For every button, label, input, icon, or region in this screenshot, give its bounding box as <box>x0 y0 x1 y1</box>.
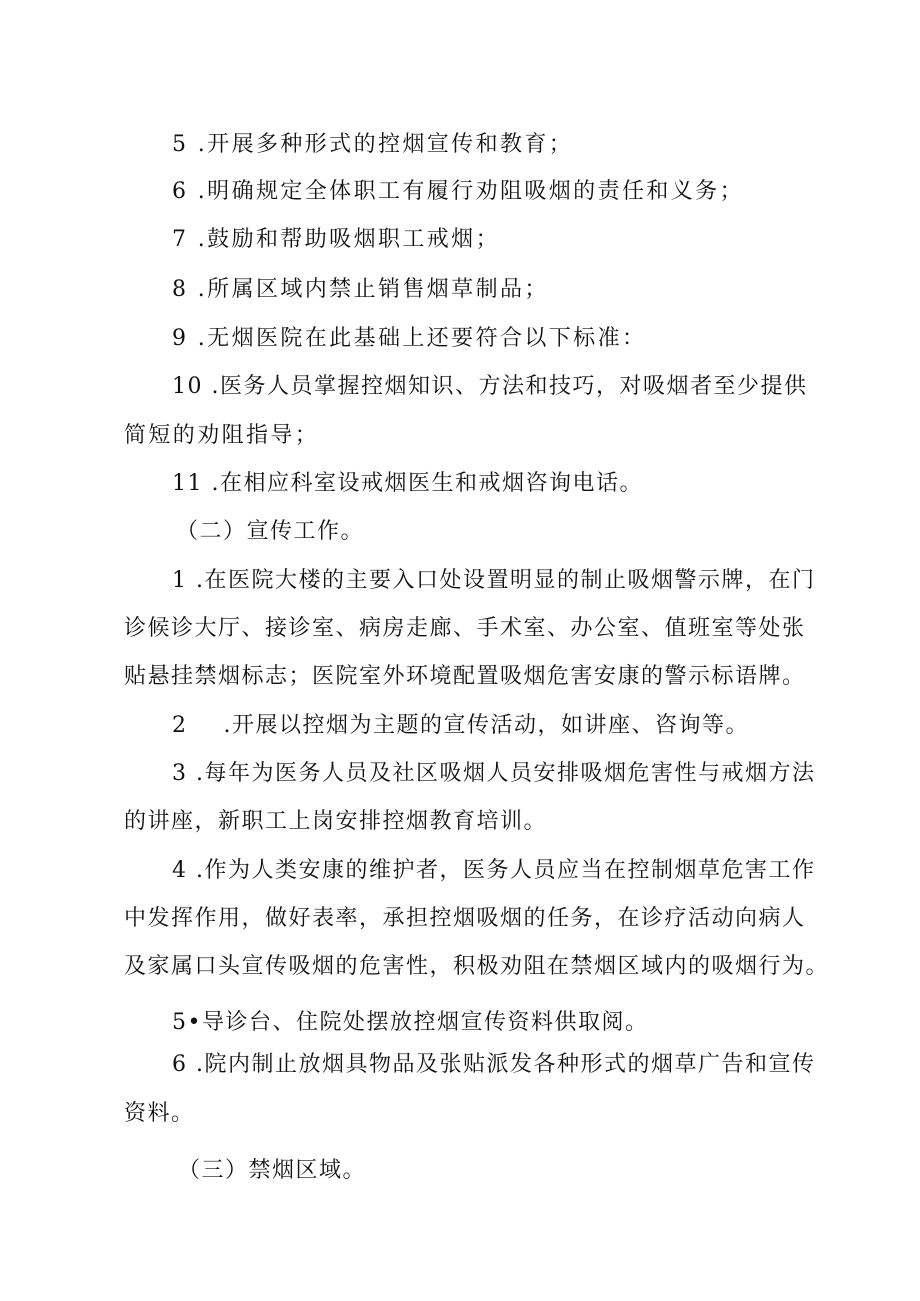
list-item-9: 9 .无烟医院在此基础上还要符合以下标准： <box>172 326 647 351</box>
section-2-heading: （二）宣传工作。 <box>176 519 365 544</box>
section-2-item-1-line2: 诊候诊大厅、接诊室、病房走廊、手术室、办公室、值班室等处张 <box>124 616 806 641</box>
section-2-item-4-line3: 及家属口头宣传吸烟的危害性，积极劝阻在禁烟区域内的吸烟行为。 <box>124 954 830 979</box>
list-item-7: 7 .鼓励和帮助吸烟职工戒烟； <box>172 227 500 252</box>
section-2-item-4-line1: 4 .作为人类安康的维护者，医务人员应当在控制烟草危害工作 <box>172 858 816 883</box>
list-item-8: 8 .所属区域内禁止销售烟草制品； <box>172 277 549 302</box>
section-2-item-2-text: .开展以控烟为主题的宣传活动，如讲座、咨询等。 <box>223 713 749 738</box>
section-2-item-2 <box>172 712 749 740</box>
list-item-11: 11 .在相应科室设戒烟医生和戒烟咨询电话。 <box>172 471 643 496</box>
section-3-heading: （三）禁烟区域。 <box>178 1158 367 1183</box>
section-2-item-1-line1: 1 .在医院大楼的主要入口处设置明显的制止吸烟警示牌，在门 <box>172 568 816 593</box>
list-item-10-line2: 简短的劝阻指导； <box>124 423 320 448</box>
list-item-5: 5 .开展多种形式的控烟宣传和教育； <box>172 132 574 157</box>
list-item-6: 6 .明确规定全体职工有履行劝阻吸烟的责任和义务； <box>172 179 744 204</box>
section-2-item-6-line2: 资料。 <box>124 1101 195 1126</box>
section-2-item-6-line1: 6 .院内制止放烟具物品及张贴派发各种形式的烟草广告和宣传 <box>172 1052 816 1077</box>
section-2-item-5: 5•导诊台、住院处摆放控烟宣传资料供取阅。 <box>172 1010 649 1035</box>
section-2-item-3-line1: 3 .每年为医务人员及社区吸烟人员安排吸烟危害性与戒烟方法 <box>172 761 816 786</box>
section-2-item-3-line2: 的讲座，新职工上岗安排控烟教育培训。 <box>124 809 548 834</box>
list-item-10-line1: 10 .医务人员掌握控烟知识、方法和技巧，对吸烟者至少提供 <box>172 374 808 399</box>
section-2-item-1-line3: 贴悬挂禁烟标志；医院室外环境配置吸烟危害安康的警示标语牌。 <box>124 664 806 689</box>
section-2-item-4-line2: 中发挥作用，做好表率，承担控烟吸烟的任务，在诊疗活动向病人 <box>124 906 806 931</box>
section-2-item-2-number: 2 <box>172 713 188 738</box>
